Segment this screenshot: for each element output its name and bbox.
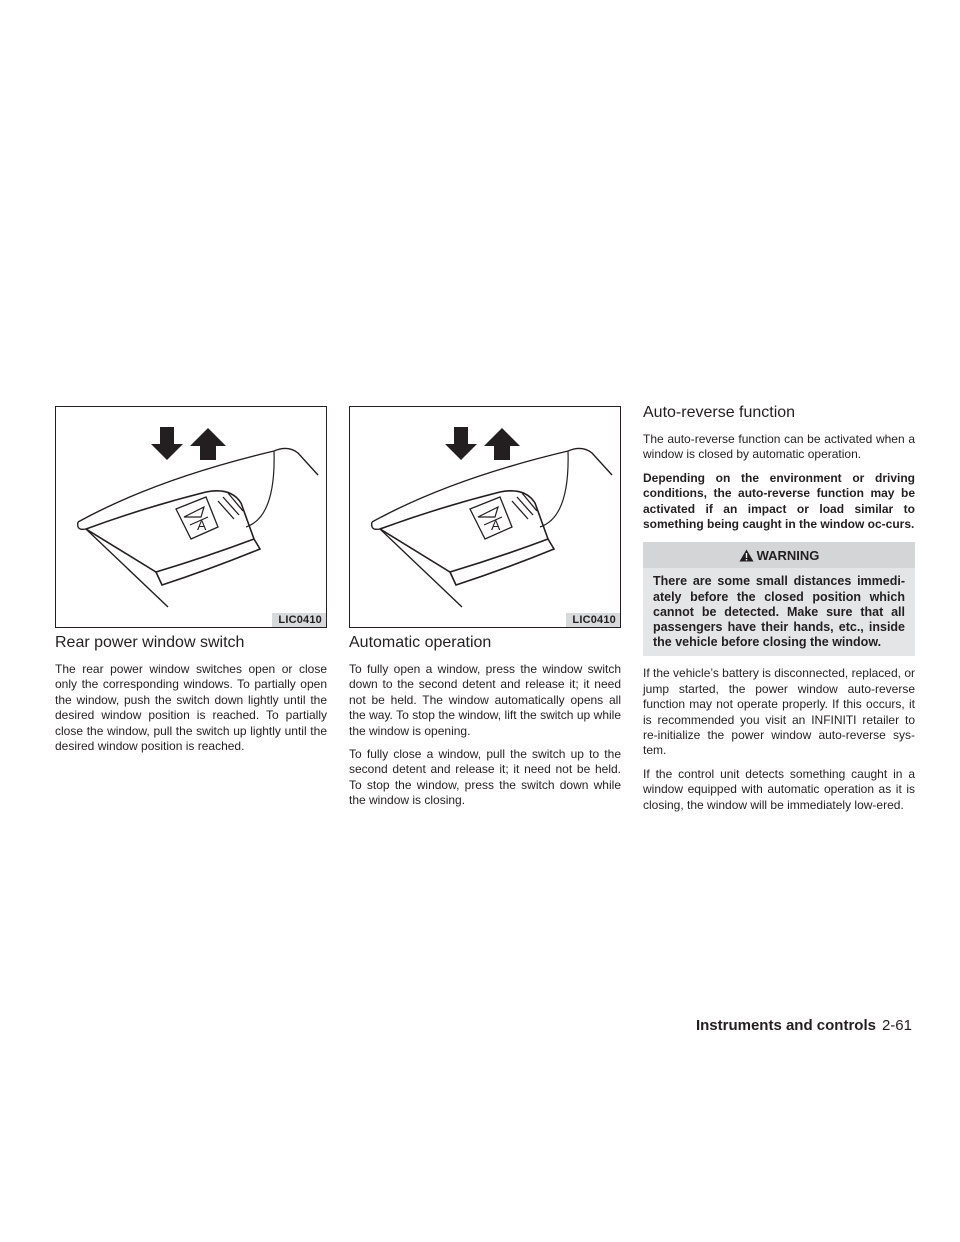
paragraph: If the vehicle’s battery is disconnected, replaced, or jump started, the power window auto-reverse function may not operate properly. If this occurs, it is recommended you visit an INFINITI retailer to re-initialize the power window auto-reverse sys-tem. bbox=[643, 666, 915, 758]
page-footer bbox=[696, 1017, 912, 1034]
warning-header bbox=[643, 542, 915, 568]
paragraph: The auto-reverse function can be activated when a window is closed by automatic operation. bbox=[643, 432, 915, 462]
heading-rear-power-window-switch: Rear power window switch bbox=[55, 634, 245, 651]
warning-box bbox=[643, 542, 915, 656]
arrow-up-icon bbox=[484, 428, 520, 460]
arrow-down-icon bbox=[445, 427, 477, 460]
paragraph: To fully open a window, press the window switch down to the second detent and release it; it need not be held. The window automatically opens all the way. To stop the window, lift the switch up while the window is opening. bbox=[349, 662, 621, 738]
arrow-down-icon bbox=[151, 427, 183, 460]
figure-code: LIC0410 bbox=[566, 613, 620, 627]
page-number: 2-61 bbox=[881, 1017, 912, 1034]
paragraph-bold: Depending on the environment or driving conditions, the auto-reverse function may be activated if an impact or load similar to something being caught in the window oc-curs. bbox=[643, 470, 915, 532]
column-auto-reverse bbox=[643, 403, 915, 821]
warning-triangle-icon bbox=[739, 549, 754, 562]
window-switch-illustration bbox=[56, 407, 326, 627]
figure-rear-window-switch bbox=[55, 406, 327, 628]
figure-code: LIC0410 bbox=[272, 613, 326, 627]
footer-section-title: Instruments and controls bbox=[695, 1017, 876, 1034]
column-automatic-operation bbox=[349, 633, 621, 817]
column-rear-window bbox=[55, 633, 327, 762]
heading-auto-reverse-function: Auto-reverse function bbox=[643, 404, 796, 421]
paragraph: If the control unit detects something caught in a window equipped with automatic operation as it is closing, the window will be immediately low-ered. bbox=[643, 766, 915, 812]
warning-text: There are some small distances immedi-ately before the closed position which cannot be detected. Make sure that all passengers have their hands, etc., inside the vehicle before closing the window. bbox=[653, 574, 905, 650]
paragraph: To fully close a window, pull the switch up to the second detent and release it; it need not be held. To stop the window, press the switch down while the window is closing. bbox=[349, 747, 621, 808]
window-switch-illustration bbox=[350, 407, 620, 627]
svg-text:A: A bbox=[491, 517, 501, 533]
warning-title: WARNING bbox=[756, 548, 820, 564]
svg-text:A: A bbox=[197, 517, 207, 533]
heading-automatic-operation: Automatic operation bbox=[349, 634, 492, 651]
figure-automatic-operation bbox=[349, 406, 621, 628]
paragraph: The rear power window switches open or close only the corresponding windows. To partially open the window, push the switch down lightly until the desired window position is reached. To partially close the window, pull the switch up lightly until the desired window position is reached. bbox=[55, 662, 327, 754]
arrow-up-icon bbox=[190, 428, 226, 460]
